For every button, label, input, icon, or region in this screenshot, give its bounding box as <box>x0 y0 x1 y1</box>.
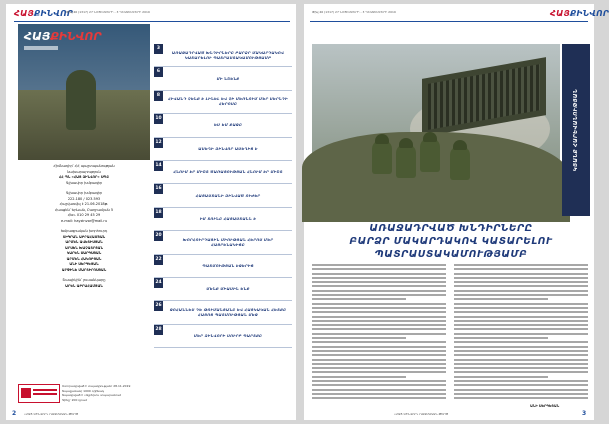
body-text-line <box>312 359 446 361</box>
toc-title: ՄԵՆՔ ՄԻԱՍԻՆ ԵՆՔ <box>206 287 250 292</box>
body-text-line <box>312 367 446 369</box>
body-text-line <box>454 337 548 339</box>
masthead-line: ԿԱՐԵՆ ՍԱՐԳՍՅԱՆ <box>66 251 102 255</box>
toc-page-number: 8 <box>154 91 163 101</box>
masthead-line: 222.180 / 023.593 <box>67 196 101 201</box>
toc-row[interactable] <box>154 67 292 90</box>
soldier-figure <box>396 144 416 178</box>
body-text-line <box>312 376 406 378</box>
section-tab: ԿՅԱՆՔ ՀԱՐԵՎԱՆՈՒԹՅԱՆ <box>562 44 590 216</box>
masthead-line: Հիմնադիր՝ ՀՀ պաշտպանության <box>53 164 115 168</box>
left-footer: «ՀԱՅ ԶԻՆՎՈՐ» ՌԱԶՄԱԿԱՆ ԹԵՐԹ <box>24 412 79 416</box>
body-text-line <box>312 384 446 386</box>
imprint <box>62 384 150 402</box>
soldier-figure <box>372 140 392 174</box>
header-rule <box>14 21 290 22</box>
body-text-line <box>454 303 588 305</box>
toc-page-number: 16 <box>154 184 163 194</box>
toc-title: ԽՈՐՀՈՒՐԴԱՅԻՆ ՄԻՈՒԹՅԱՆ ՀԵՐՈՍ ՄԵՐ ՀԱՅՐԵՆԱԿԻՑԸ <box>182 237 274 247</box>
toc-title: ՊԱՏՄՈՒԹՅԱՆ ԷՋԵՐԻՑ <box>202 263 254 268</box>
right-footer: «ՀԱՅ ԶԻՆՎՈՐ» ՌԱԶՄԱԿԱՆ ԹԵՐԹ <box>394 412 449 416</box>
body-text-line <box>454 268 588 270</box>
body-text-line <box>312 277 446 279</box>
body-text-line <box>312 350 446 352</box>
soldier-figure <box>450 146 470 180</box>
toc-page-number: 18 <box>154 208 163 218</box>
toc-row[interactable] <box>154 91 292 114</box>
toc-row[interactable] <box>154 208 292 231</box>
body-text-line <box>454 298 548 300</box>
masthead-line: Շապիկին՝ լուսանկարը <box>62 278 106 282</box>
body-text-line <box>312 298 406 300</box>
cover-soldier-figure <box>66 70 96 130</box>
toc-row[interactable] <box>154 301 292 324</box>
toc-row[interactable] <box>154 114 292 137</box>
article-column-1 <box>312 264 446 402</box>
toc-title: ՄԵՐ ԶԻՆՎՈՐԻ ՍՈՒՐԲ ՊԱՐՏՔԸ <box>193 333 263 338</box>
left-running-header: Թիվ 46 (1317) 27 ՆՈՅԵՄԲԵՐԻ - 3 ԴԵԿՏԵՄԲԵՐԻ 2019 <box>66 10 150 14</box>
body-text-line <box>312 346 446 348</box>
toc-title: ՀՆՈՒՄ ԷՐ ՄԻՇՏ ԾԱՌԱՅՈՒԹՅԱՆ ՀՆՈՒՄ ԷՐ ՄԻՇՏ <box>173 170 283 175</box>
page-number-left: 2 <box>12 410 17 417</box>
headline-line: ԱՌԱՋԱԴՐՎԱԾ ԽՆԴԻՐՆԵՐԸ <box>369 223 533 234</box>
right-logo: ՀԱՅՔԻՆՎՈՐ <box>550 9 609 18</box>
body-text-line <box>312 389 446 391</box>
body-text-line <box>312 311 446 313</box>
body-text-line <box>312 281 446 283</box>
left-page <box>6 4 296 420</box>
masthead-line: ԱՐՄԵՆ ԱՎԵՏԻՍՅԱՆ <box>65 240 103 244</box>
toc-page-number: 10 <box>154 114 163 124</box>
body-text-line <box>454 389 588 391</box>
toc-page-number: 12 <box>154 138 163 148</box>
article-headline <box>312 222 590 261</box>
body-text-line <box>312 307 446 309</box>
body-text-line <box>454 281 588 283</box>
body-text-line <box>312 397 446 399</box>
masthead-line: Հասցեն՝ Երևան, Բաղրամյան 5 <box>54 207 114 212</box>
body-text-line <box>454 316 588 318</box>
masthead-line: ԱՆԻ ՍԵՐԳԵՅԱՆ <box>69 262 99 266</box>
toc-row[interactable] <box>154 231 292 254</box>
body-text-line <box>454 384 588 386</box>
body-text-line <box>312 320 446 322</box>
toc-page-number: 20 <box>154 231 163 241</box>
headline-line: ԲԱՐՁՐ ՄԱԿԱՐԴԱԿՈՎ ԿԱՏԱՐԵԼՈՒ <box>349 236 553 247</box>
body-text-line <box>454 380 588 382</box>
body-text-line <box>312 363 446 365</box>
imprint-line: Գինը՝ 200 դրամ <box>62 397 88 402</box>
masthead-line: e-mail: hayzinvor@mail.ru <box>60 218 108 223</box>
body-text-line <box>312 268 446 270</box>
article-author: ԱՆԻ ՍԵՐԳԵՅԱՆ <box>530 404 560 408</box>
body-text-line <box>454 341 588 343</box>
imprint-line: Տպագրված է «Ալբերտ» տպարանում <box>62 393 121 397</box>
toc-row[interactable] <box>154 161 292 184</box>
body-text-line <box>454 273 588 275</box>
body-text-line <box>454 397 588 399</box>
body-text-line <box>454 393 588 395</box>
advertiser-logo <box>18 384 60 403</box>
body-text-line <box>312 337 406 339</box>
toc-title: ԻՄ ՏՈՒՆԸ ՀԱՅԱՍՏԱՆՆ Է <box>199 216 257 221</box>
body-text-line <box>312 371 446 373</box>
table-of-contents <box>154 44 292 348</box>
body-text-line <box>312 324 446 326</box>
toc-row[interactable] <box>154 44 292 67</box>
toc-row[interactable] <box>154 255 292 278</box>
toc-row[interactable] <box>154 138 292 161</box>
article-column-2 <box>454 264 588 402</box>
body-text-line <box>454 354 588 356</box>
toc-title: ՋՈՀԱՆՆԵՍ ԴԵ ԹՈՒՄԱՆՅԱՆԸ ԵՎ ՀԱՅԿԱԿԱՆ ՀԵՏՔԸ ՀԱՅՈՑ ՊԱՏՄՈՒԹՅԱՆ ՄԵՋ <box>169 307 287 317</box>
header-rule <box>310 21 588 22</box>
toc-page-number: 14 <box>154 161 163 171</box>
toc-page-number: 24 <box>154 278 163 288</box>
toc-page-number: 26 <box>154 301 163 311</box>
toc-page-number: 28 <box>154 325 163 335</box>
toc-page-number: 6 <box>154 67 163 77</box>
masthead-line: նախարարություն <box>67 169 101 174</box>
left-logo: ՀԱՅՔԻՆՎՈՐ <box>14 9 74 18</box>
article-photo <box>312 44 560 216</box>
body-text-line <box>312 354 446 356</box>
masthead-line: ՏԻԳՐԱՆ ԱԲՐԱՀԱՄՅԱՆ <box>62 234 106 239</box>
masthead-line: ԱՐՄԵՆ ՀԱԿՈԲՅԱՆ <box>66 256 102 261</box>
body-text-line <box>312 285 446 287</box>
body-text-line <box>454 333 588 335</box>
body-text-line <box>454 264 588 266</box>
body-text-line <box>454 324 588 326</box>
masthead-line: Հեռ. 010 29 45 29 <box>67 213 101 217</box>
masthead-line: Խմբագրական խորհուրդ <box>60 229 108 233</box>
imprint-line: Ստորագրված է տպագրության՝ 28.11.2019 <box>62 384 131 388</box>
toc-row[interactable] <box>154 184 292 207</box>
masthead-line: ԱՐՍԵՆ ԽԱՉԱՏՐՅԱՆ <box>65 245 103 250</box>
toc-title: ԵՍ ԵՄ ՔԱՋԸ <box>213 123 243 128</box>
body-text-line <box>454 285 588 287</box>
imprint-line: Տպաքանակ՝ 1000 օրինակ <box>62 388 105 393</box>
body-text-line <box>454 363 588 365</box>
body-text-line <box>454 277 588 279</box>
body-text-line <box>312 328 446 330</box>
body-text-line <box>312 380 446 382</box>
masthead-line: ՀՀ ՊՆ «ՀԱՅ ԶԻՆՎՈՐ» ՍՊԸ <box>59 175 109 179</box>
right-page <box>304 4 609 420</box>
toc-row[interactable] <box>154 325 292 348</box>
body-text-line <box>454 320 588 322</box>
masthead-line: Գլխավոր խմբագիր <box>65 180 103 185</box>
toc-row[interactable] <box>154 278 292 301</box>
toc-title: ՀԱՅԱՍՏԱՆԻ ԶԻՆՎԱԾ ՈՒԺԵՐ <box>195 193 261 198</box>
body-text-line <box>454 294 588 296</box>
body-text-line <box>454 346 588 348</box>
toc-title: ՀԻՎԱՆԴ ՉԵՆՔ Է ԼԻՆԵԼ ԵՎ ՉԻ ՄԵՌՆՈՒՄ ՄԵՐ ՍԵՐՆԴԻ ՀԵՐՈՍԸ <box>168 97 288 107</box>
toc-title: ՄԻ ՆՇԵՆՔ <box>216 76 240 81</box>
masthead-line: Գլխավոր խմբագիր <box>65 191 103 195</box>
masthead-line: Հաշվառվել է 21.06.2018թ. <box>59 202 109 206</box>
cover-logo: ՀԱՅՔԻՆՎՈՐ <box>24 30 102 43</box>
body-text-line <box>312 333 446 335</box>
body-text-line <box>312 264 446 266</box>
soldier-figure <box>420 138 440 172</box>
headline-line: ՊԱՏՐԱՍՏԱԿԱՄՈՒԹՅԱՄԲ <box>374 249 528 260</box>
body-text-line <box>312 316 446 318</box>
masthead-line: ԱՐՓԻՆԵ ՄԱՐՏԻՐՈՍՅԱՆ <box>61 267 107 272</box>
toc-page-number: 22 <box>154 255 163 265</box>
body-text-line <box>312 303 446 305</box>
body-text-line <box>454 328 588 330</box>
masthead-line: ԱՐԵՆ ԱԲՐԱՀԱՄՅԱՆ <box>65 283 103 288</box>
body-text-line <box>454 376 548 378</box>
masthead <box>18 164 150 289</box>
page-number-right: 3 <box>582 410 587 417</box>
body-text-line <box>454 311 588 313</box>
body-text-line <box>454 359 588 361</box>
toc-title: ԱՍԵՂԻ ԶԻՆՎՈՐ ԱՍԵՂԻՑ Է <box>198 146 258 151</box>
body-text-line <box>454 350 588 352</box>
right-running-header: Թիվ 46 (1317) 27 ՆՈՅԵՄԲԵՐԻ - 3 ԴԵԿՏԵՄԲԵՐԻ 2019 <box>312 10 396 14</box>
body-text-line <box>312 341 446 343</box>
body-text-line <box>454 290 588 292</box>
body-text-line <box>454 371 588 373</box>
cover-thumbnail <box>18 24 150 160</box>
body-text-line <box>454 367 588 369</box>
body-text-line <box>312 393 446 395</box>
toc-page-number: 3 <box>154 44 163 54</box>
body-text-line <box>454 307 588 309</box>
body-text-line <box>312 294 446 296</box>
body-text-line <box>312 273 446 275</box>
toc-title: ԱՌԱՋԱԴՐՎԱԾ ԽՆԴԻՐՆԵՐԸ ԲԱՐՁՐ ՄԱԿԱՐԴԱԿՈՎ ԿԱՏԱՐԵԼՈՒ ՊԱՏՐԱՍՏԱԿԱՄՈՒԹՅԱՄԲ <box>171 50 285 60</box>
body-text-line <box>312 290 446 292</box>
